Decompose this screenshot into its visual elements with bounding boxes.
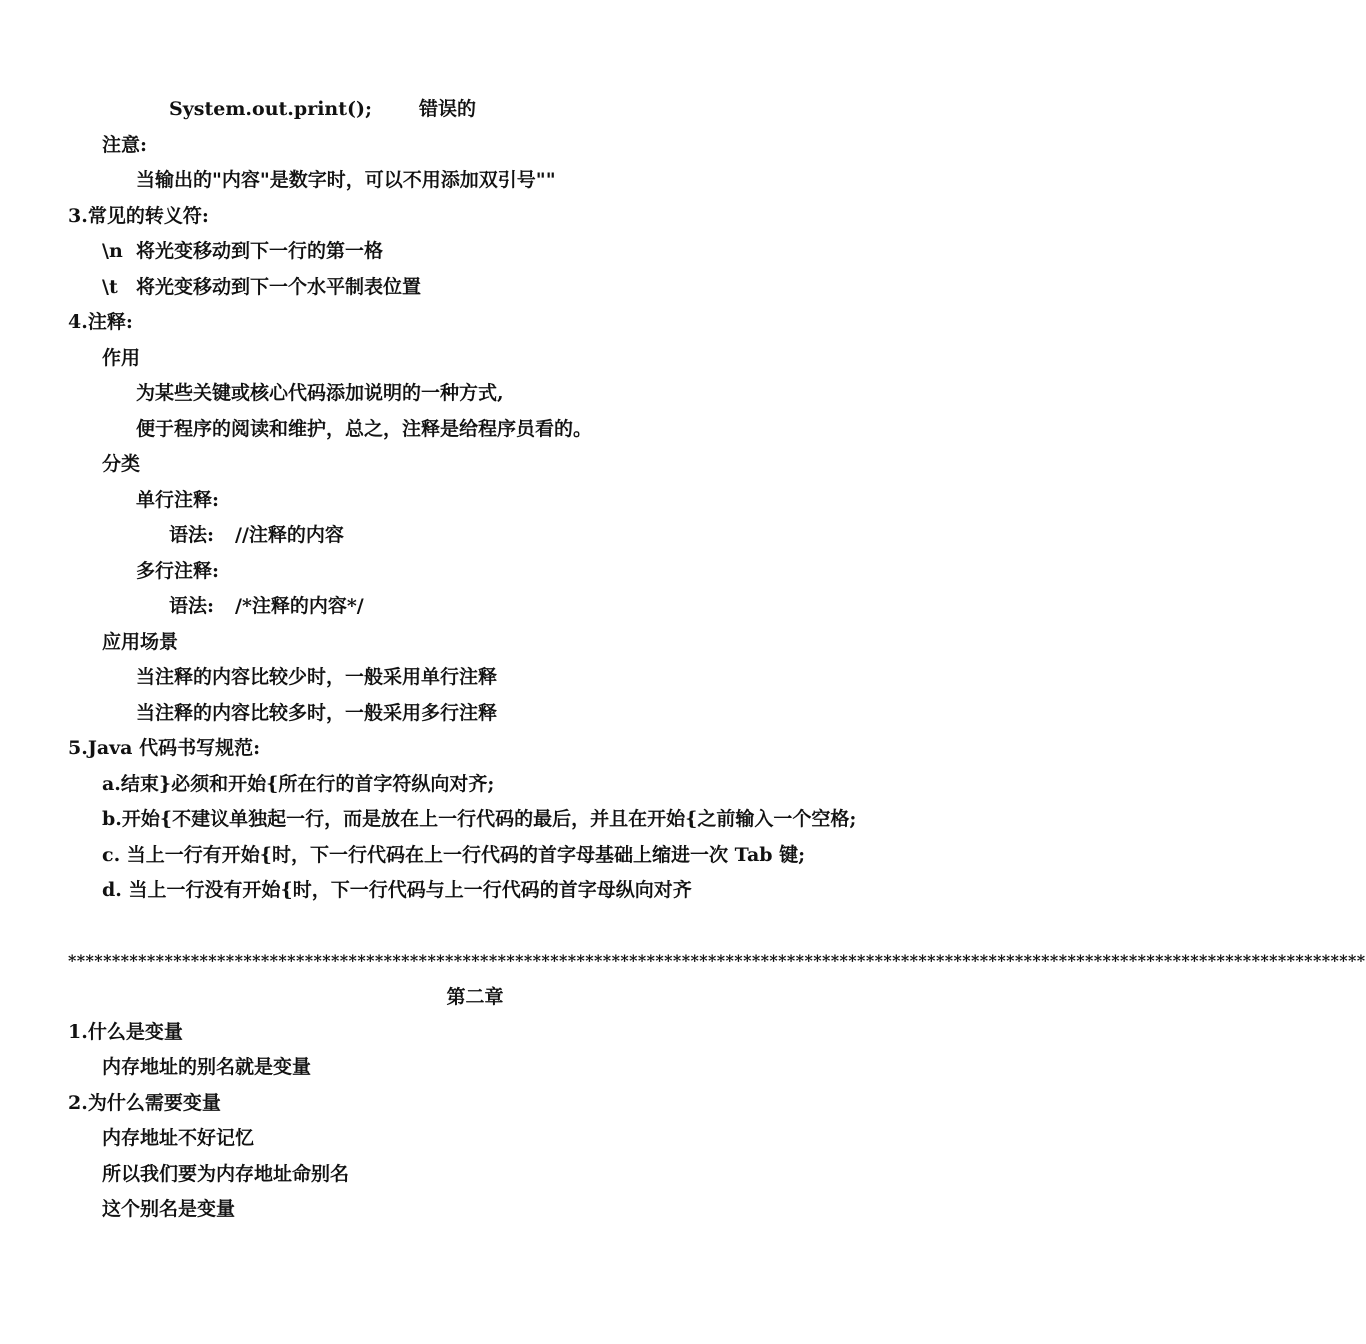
syntax-code: /*注释的内容*/ [235, 595, 364, 617]
subheading-scene: 应用场景 [102, 631, 179, 653]
section-heading-java: 5.Java 代码书写规范: [68, 737, 261, 759]
scene-line: 当注释的内容比较少时，一般采用单行注释 [136, 666, 498, 688]
multi-comment-label: 多行注释: [136, 560, 220, 582]
why-line: 所以我们要为内存地址命别名 [102, 1163, 350, 1185]
separator-line: **************************************************************************************************************************************************** [68, 951, 1366, 970]
escape-desc: 将光变移动到下一个水平制表位置 [136, 276, 422, 298]
print-code-line [169, 94, 476, 124]
escape-code: \n [102, 240, 123, 262]
section-heading-variable: 1.什么是变量 [68, 1021, 183, 1043]
note-text: 当输出的"内容"是数字时，可以不用添加双引号"" [136, 169, 556, 191]
section-heading-escape: 3.常见的转义符: [68, 205, 209, 227]
single-comment-label: 单行注释: [136, 489, 220, 511]
escape-t-line [102, 272, 421, 302]
code-text: System.out.print(); [169, 98, 373, 120]
rule-line: d. 当上一行没有开始{时，下一行代码与上一行代码的首字母纵向对齐 [102, 879, 692, 901]
subheading-category: 分类 [102, 453, 141, 475]
subheading-purpose: 作用 [102, 347, 141, 369]
chapter-title: 第二章 [446, 986, 504, 1008]
escape-desc: 将光变移动到下一行的第一格 [136, 240, 384, 262]
purpose-line: 便于程序的阅读和维护，总之，注释是给程序员看的。 [136, 418, 593, 440]
section-heading-comment: 4.注释: [68, 311, 133, 333]
single-comment-syntax [169, 520, 344, 550]
rule-line: c. 当上一行有开始{时，下一行代码在上一行代码的首字母基础上缩进一次 Tab 键; [102, 844, 806, 866]
escape-n-line [102, 236, 383, 266]
section-heading-why: 2.为什么需要变量 [68, 1092, 221, 1114]
scene-line: 当注释的内容比较多时，一般采用多行注释 [136, 702, 498, 724]
purpose-line: 为某些关键或核心代码添加说明的一种方式, [136, 382, 504, 404]
syntax-label: 语法: [169, 524, 215, 546]
escape-code: \t [102, 276, 118, 298]
syntax-code: //注释的内容 [235, 524, 344, 546]
rule-line: a.结束}必须和开始{所在行的首字符纵向对齐; [102, 773, 495, 795]
why-line: 这个别名是变量 [102, 1198, 236, 1220]
syntax-label: 语法: [169, 595, 215, 617]
note-label: 注意: [102, 134, 148, 156]
why-line: 内存地址不好记忆 [102, 1127, 255, 1149]
rule-line: b.开始{不建议单独起一行，而是放在上一行代码的最后，并且在开始{之前输入一个空格; [102, 808, 857, 830]
code-comment: 错误的 [419, 98, 477, 120]
variable-definition: 内存地址的别名就是变量 [102, 1056, 312, 1078]
multi-comment-syntax [169, 591, 364, 621]
